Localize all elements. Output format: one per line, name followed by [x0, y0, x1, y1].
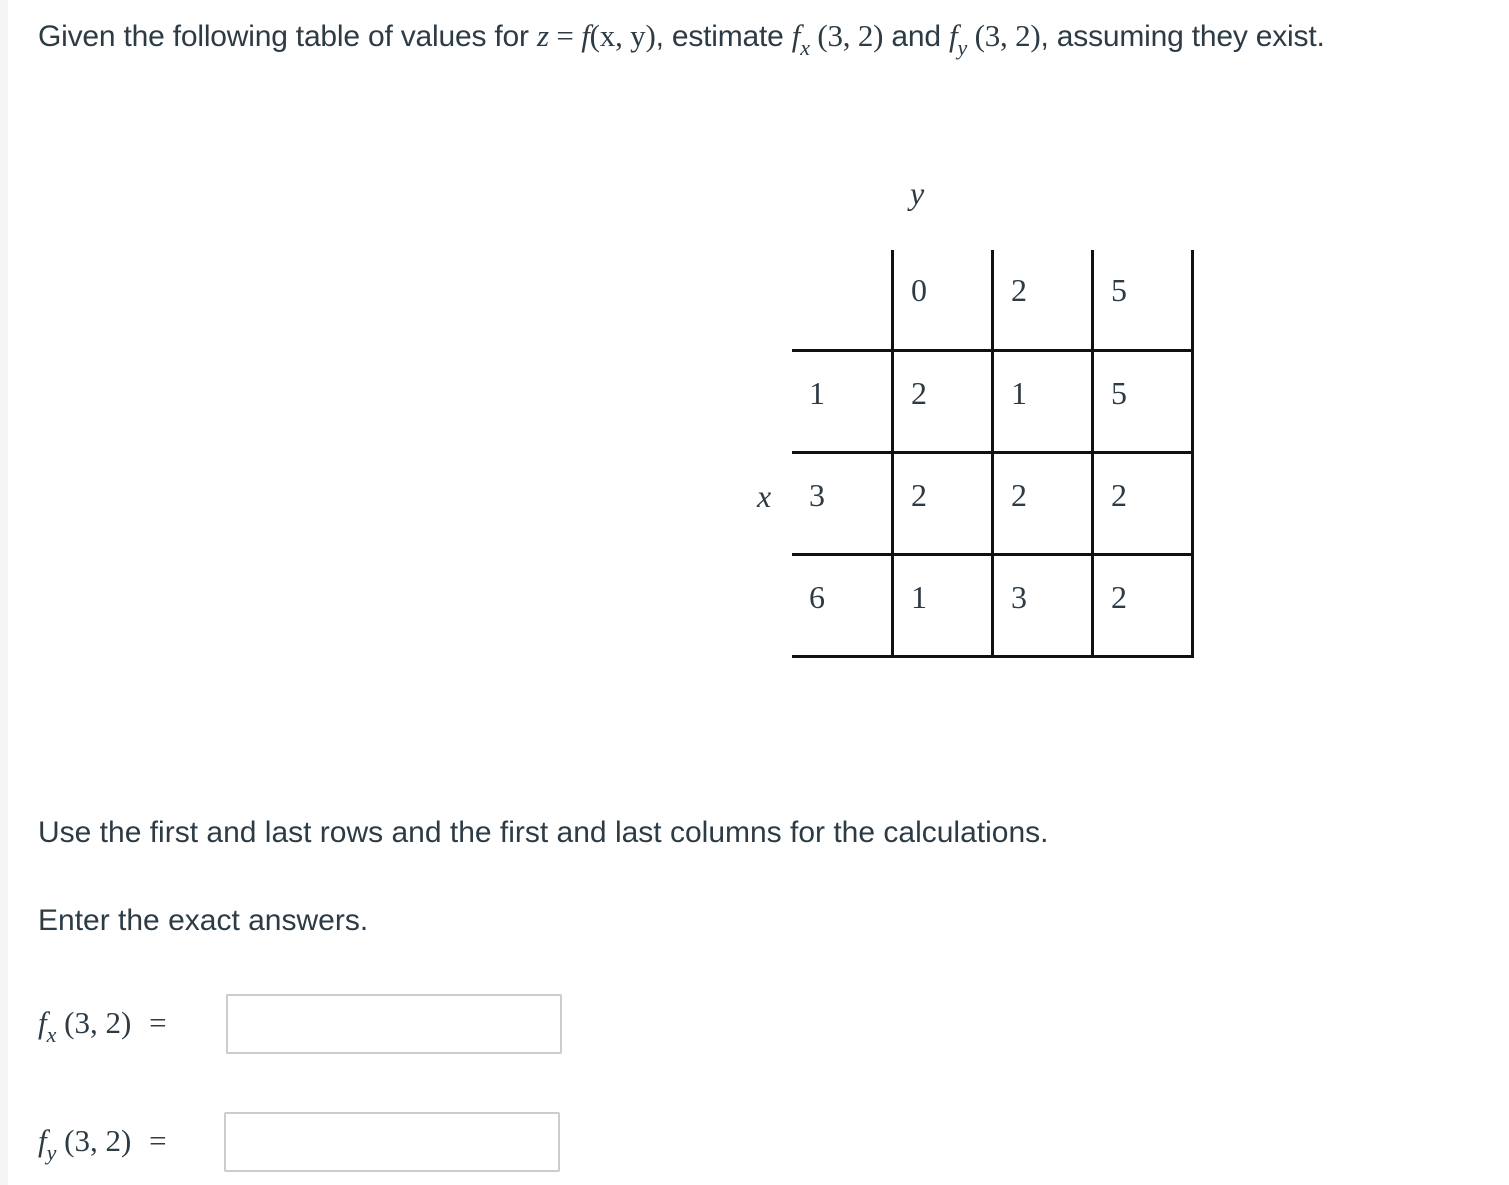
table-cell: 1 [911, 579, 927, 615]
answer-row-fx [38, 994, 578, 1058]
col-header: 0 [911, 272, 927, 308]
answer-f: f [38, 1123, 47, 1158]
question-prompt [38, 18, 1325, 60]
page-left-border [0, 0, 8, 1185]
fy-args: (3, 2) [967, 18, 1041, 53]
x-axis-label: x [757, 478, 772, 514]
answer-sub: y [46, 1140, 57, 1165]
table-cell: 2 [1111, 477, 1127, 513]
table-vline [991, 250, 994, 658]
prompt-text-3: and [883, 20, 950, 53]
answer-row-fy [38, 1112, 578, 1176]
fy-f: f [949, 18, 958, 53]
enter-answers-text: Enter the exact answers. [38, 904, 369, 937]
var-z: z [536, 18, 549, 53]
col-header: 2 [1011, 272, 1027, 308]
fy-answer-input[interactable] [224, 1112, 560, 1172]
fx-answer-label [38, 1004, 167, 1047]
instruction-text: Use the first and last rows and the first and last columns for the calculations. [38, 816, 1049, 849]
values-table [740, 170, 1210, 670]
prompt-text-1: Given the following table of values for [38, 20, 537, 53]
fx-args: (3, 2) [809, 18, 884, 53]
col-header: 5 [1111, 272, 1127, 308]
answer-sub: x [46, 1022, 57, 1047]
table-vline [1191, 250, 1194, 658]
table-cell: 2 [911, 477, 927, 513]
y-axis-label: y [910, 175, 925, 211]
table-cell: 3 [1011, 579, 1027, 615]
answer-args: (3, 2) [56, 1123, 132, 1158]
answer-args: (3, 2) [56, 1005, 132, 1040]
answer-f: f [38, 1005, 47, 1040]
table-vline [891, 250, 894, 658]
row-header: 3 [809, 477, 825, 513]
prompt-text-2: , estimate [655, 20, 792, 53]
table-cell: 1 [1011, 375, 1027, 411]
table-cell: 2 [911, 375, 927, 411]
table-cell: 2 [1011, 477, 1027, 513]
table-cell: 2 [1111, 579, 1127, 615]
fx-sub: x [800, 35, 810, 60]
fx-f: f [791, 18, 801, 53]
equals-sign: = [548, 18, 582, 53]
table-cell: 5 [1111, 375, 1127, 411]
prompt-text-4: , assuming they exist. [1040, 20, 1325, 53]
table-vline [1091, 250, 1094, 658]
fx-answer-input[interactable] [226, 994, 562, 1054]
func-f: f [581, 18, 590, 53]
func-args: (x, y) [589, 18, 656, 53]
fy-answer-label [38, 1122, 167, 1165]
row-header: 1 [809, 375, 825, 411]
answer-equals: = [149, 1005, 167, 1040]
fy-sub: y [957, 35, 968, 60]
answer-equals: = [149, 1123, 167, 1158]
row-header: 6 [809, 579, 825, 615]
